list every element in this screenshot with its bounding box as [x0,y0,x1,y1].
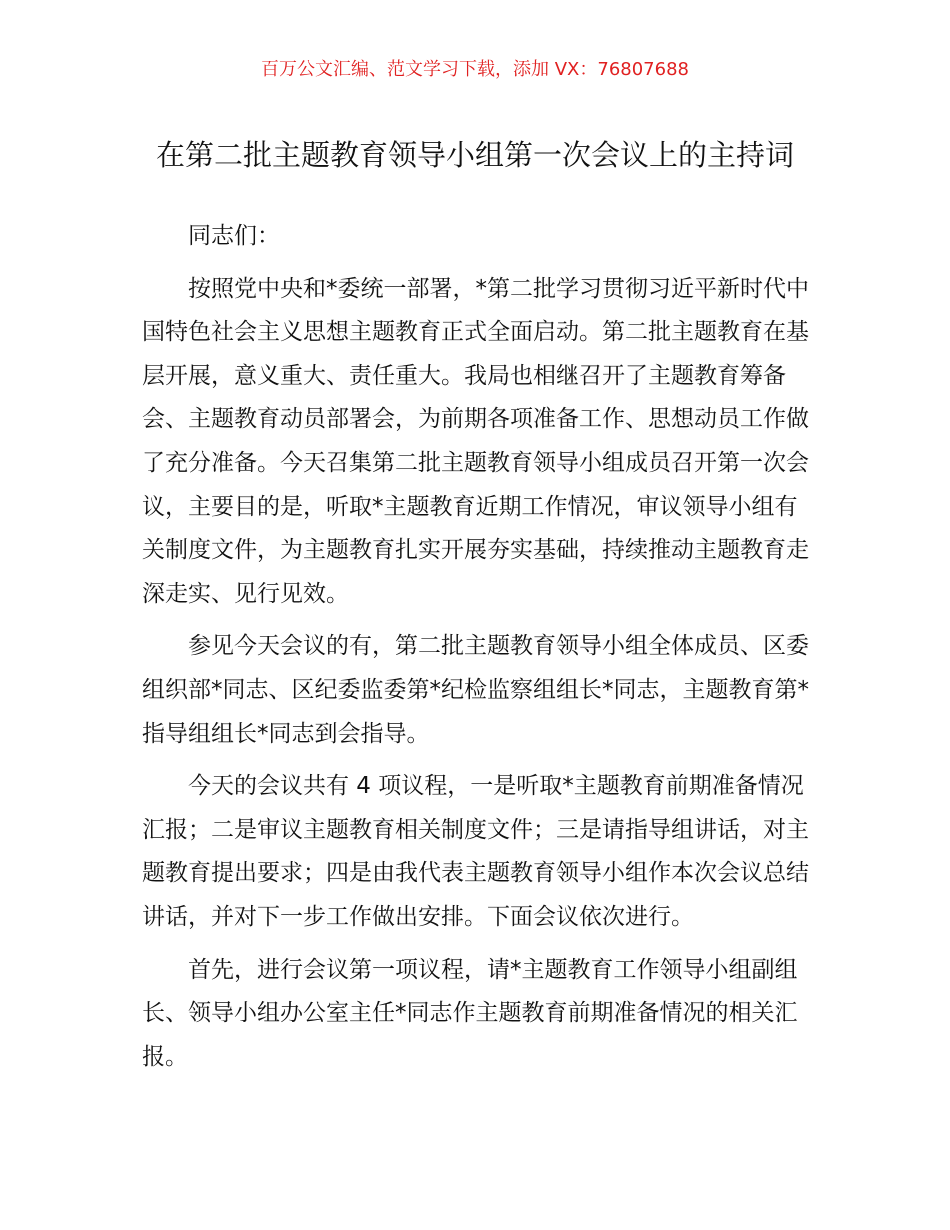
paragraph: 今天的会议共有 4 项议程，一是听取*主题教育前期准备情况汇报；二是审议主题教育相关制度文件；三是请指导组讲话，对主题教育提出要求；四是由我代表主题教育领导小组作本次会议总结讲话，并对下一步工作做出安排。下面会议依次进行。 [142,773,809,930]
paragraph: 首先，进行会议第一项议程，请*主题教育工作领导小组副组长、领导小组办公室主任*同志作主题教育前期准备情况的相关汇报。 [142,956,798,1070]
watermark-header: 百万公文汇编、范文学习下载，添加 VX：76807688 [261,59,689,80]
salutation: 同志们： [188,223,280,249]
paragraph: 参见今天会议的有，第二批主题教育领导小组全体成员、区委组织部*同志、区纪委监委第*纪检监察组组长*同志，主题教育第*指导组组长*同志到会指导。 [142,633,809,747]
document-title: 在第二批主题教育领导小组第一次会议上的主持词 [155,138,794,173]
document-body [142,215,814,1088]
paragraph: 按照党中央和*委统一部署，*第二批学习贯彻习近平新时代中国特色社会主义思想主题教育正式全面启动。第二批主题教育在基层开展，意义重大、责任重大。我局也相继召开了主题教育筹备会、主题教育动员部署会，为前期各项准备工作、思想动员工作做了充分准备。今天召集第二批主题教育领导小组成员召开第一次会议，主要目的是，听取*主题教育近期工作情况，审议领导小组有关制度文件，为主题教育扎实开展夯实基础，持续推动主题教育走深走实、见行见效。 [142,275,809,607]
